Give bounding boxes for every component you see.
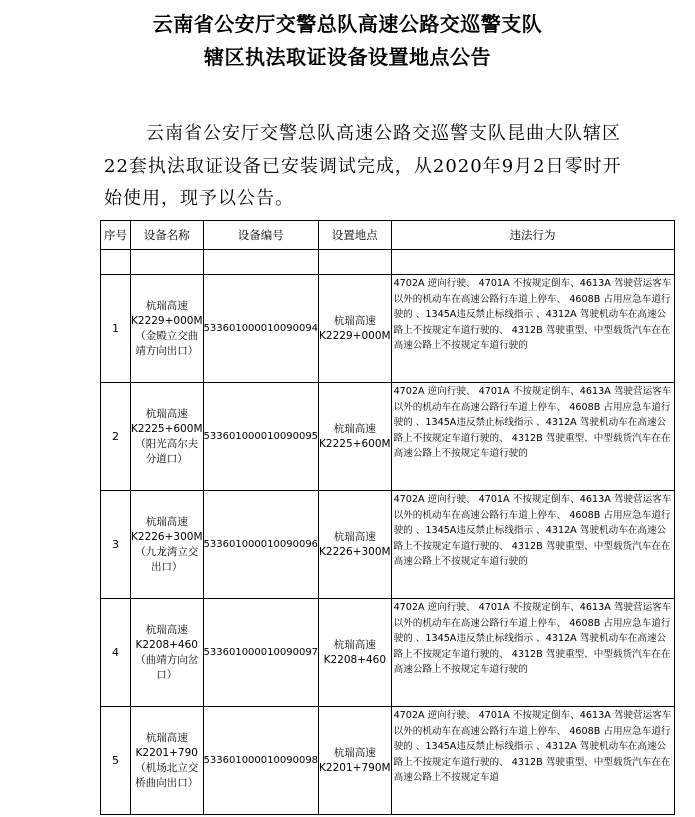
table-row	[101, 383, 675, 491]
header-behavior: 违法行为	[391, 221, 674, 250]
violation-behavior: 4702A 逆向行驶、 4701A 不按规定倒车、4613A 驾驶营运客车以外的机动车在高速公路行车道上停车、 4608B 占用应急车道行驶的 、1345A违反禁止标线指示 、4312A 驾驶机动车在高速公路上不按规定车道行驶的、 4312B 驾驶重型、中型载货汽车在在高速公路上不按规定车道行驶的	[391, 275, 674, 383]
device-name: 杭瑞高速K2201+790（机场北立交桥曲向出口）	[131, 707, 204, 815]
header-location: 设置地点	[319, 221, 392, 250]
device-code: 533601000010090096	[203, 491, 319, 599]
device-name: 杭瑞高速K2225+600M（阳光高尔夫分道口）	[131, 383, 204, 491]
document-title-line2: 辖区执法取证设备设置地点公告	[204, 45, 491, 69]
device-location: 杭瑞高速K2229+000M	[319, 275, 392, 383]
device-location: 杭瑞高速K2226+300M	[319, 491, 392, 599]
table-row	[101, 707, 675, 815]
device-code: 533601000010090098	[203, 707, 319, 815]
document-title-line1: 云南省公安厅交警总队高速公路交巡警支队	[152, 12, 543, 36]
device-code: 533601000010090094	[203, 275, 319, 383]
table-header-row	[101, 221, 675, 250]
header-code: 设备编号	[203, 221, 319, 250]
device-name: 杭瑞高速K2229+000M（金殿立交曲靖方向出口）	[131, 275, 204, 383]
device-name: 杭瑞高速K2226+300M（九龙湾立交出口）	[131, 491, 204, 599]
row-index: 4	[101, 599, 131, 707]
row-index: 5	[101, 707, 131, 815]
header-index: 序号	[101, 221, 131, 250]
row-index: 3	[101, 491, 131, 599]
header-name: 设备名称	[131, 221, 204, 250]
violation-behavior: 4702A 逆向行驶、 4701A 不按规定倒车、4613A 驾驶营运客车以外的机动车在高速公路行车道上停车、 4608B 占用应急车道行驶的 、1345A违反禁止标线指示 、4312A 驾驶机动车在高速公路上不按规定车道行驶的、 4312B 驾驶重型、中型载货汽车在在高速公路上不按规定车道行驶的	[391, 491, 674, 599]
table-row	[101, 599, 675, 707]
empty-row	[101, 250, 675, 275]
device-location: 杭瑞高速K2201+790M	[319, 707, 392, 815]
table-row	[101, 491, 675, 599]
device-name: 杭瑞高速K2208+460（曲靖方向岔口）	[131, 599, 204, 707]
row-index: 2	[101, 383, 131, 491]
row-index: 1	[101, 275, 131, 383]
violation-behavior: 4702A 逆向行驶、 4701A 不按规定倒车、4613A 驾驶营运客车以外的机动车在高速公路行车道上停车、 4608B 占用应急车道行驶的 、1345A违反禁止标线指示 、4312A 驾驶机动车在高速公路上不按规定车道行驶的、 4312B 驾驶重型、中型载货汽车在在高速公路上不按规定车道	[391, 707, 674, 815]
table-row	[101, 275, 675, 383]
device-location: 杭瑞高速K2208+460	[319, 599, 392, 707]
equipment-table	[100, 220, 675, 815]
device-location: 杭瑞高速K2225+600M	[319, 383, 392, 491]
violation-behavior: 4702A 逆向行驶、 4701A 不按规定倒车、4613A 驾驶营运客车以外的机动车在高速公路行车道上停车、 4608B 占用应急车道行驶的 、1345A违反禁止标线指示 、4312A 驾驶机动车在高速公路上不按规定车道行驶的、 4312B 驾驶重型、中型载货汽车在在高速公路上不按规定车道行驶的	[391, 383, 674, 491]
violation-behavior: 4702A 逆向行驶、 4701A 不按规定倒车、4613A 驾驶营运客车以外的机动车在高速公路行车道上停车、 4608B 占用应急车道行驶的 、1345A违反禁止标线指示 、4312A 驾驶机动车在高速公路上不按规定车道行驶的、 4312B 驾驶重型、中型载货汽车在在高速公路上不按规定车道行驶的	[391, 599, 674, 707]
device-code: 533601000010090097	[203, 599, 319, 707]
intro-paragraph	[104, 118, 624, 216]
intro-text: 云南省公安厅交警总队高速公路交巡警支队昆曲大队辖区22套执法取证设备已安装调试完成，从2020年9月2日零时开始使用，现予以公告。	[104, 123, 622, 209]
device-code: 533601000010090095	[203, 383, 319, 491]
